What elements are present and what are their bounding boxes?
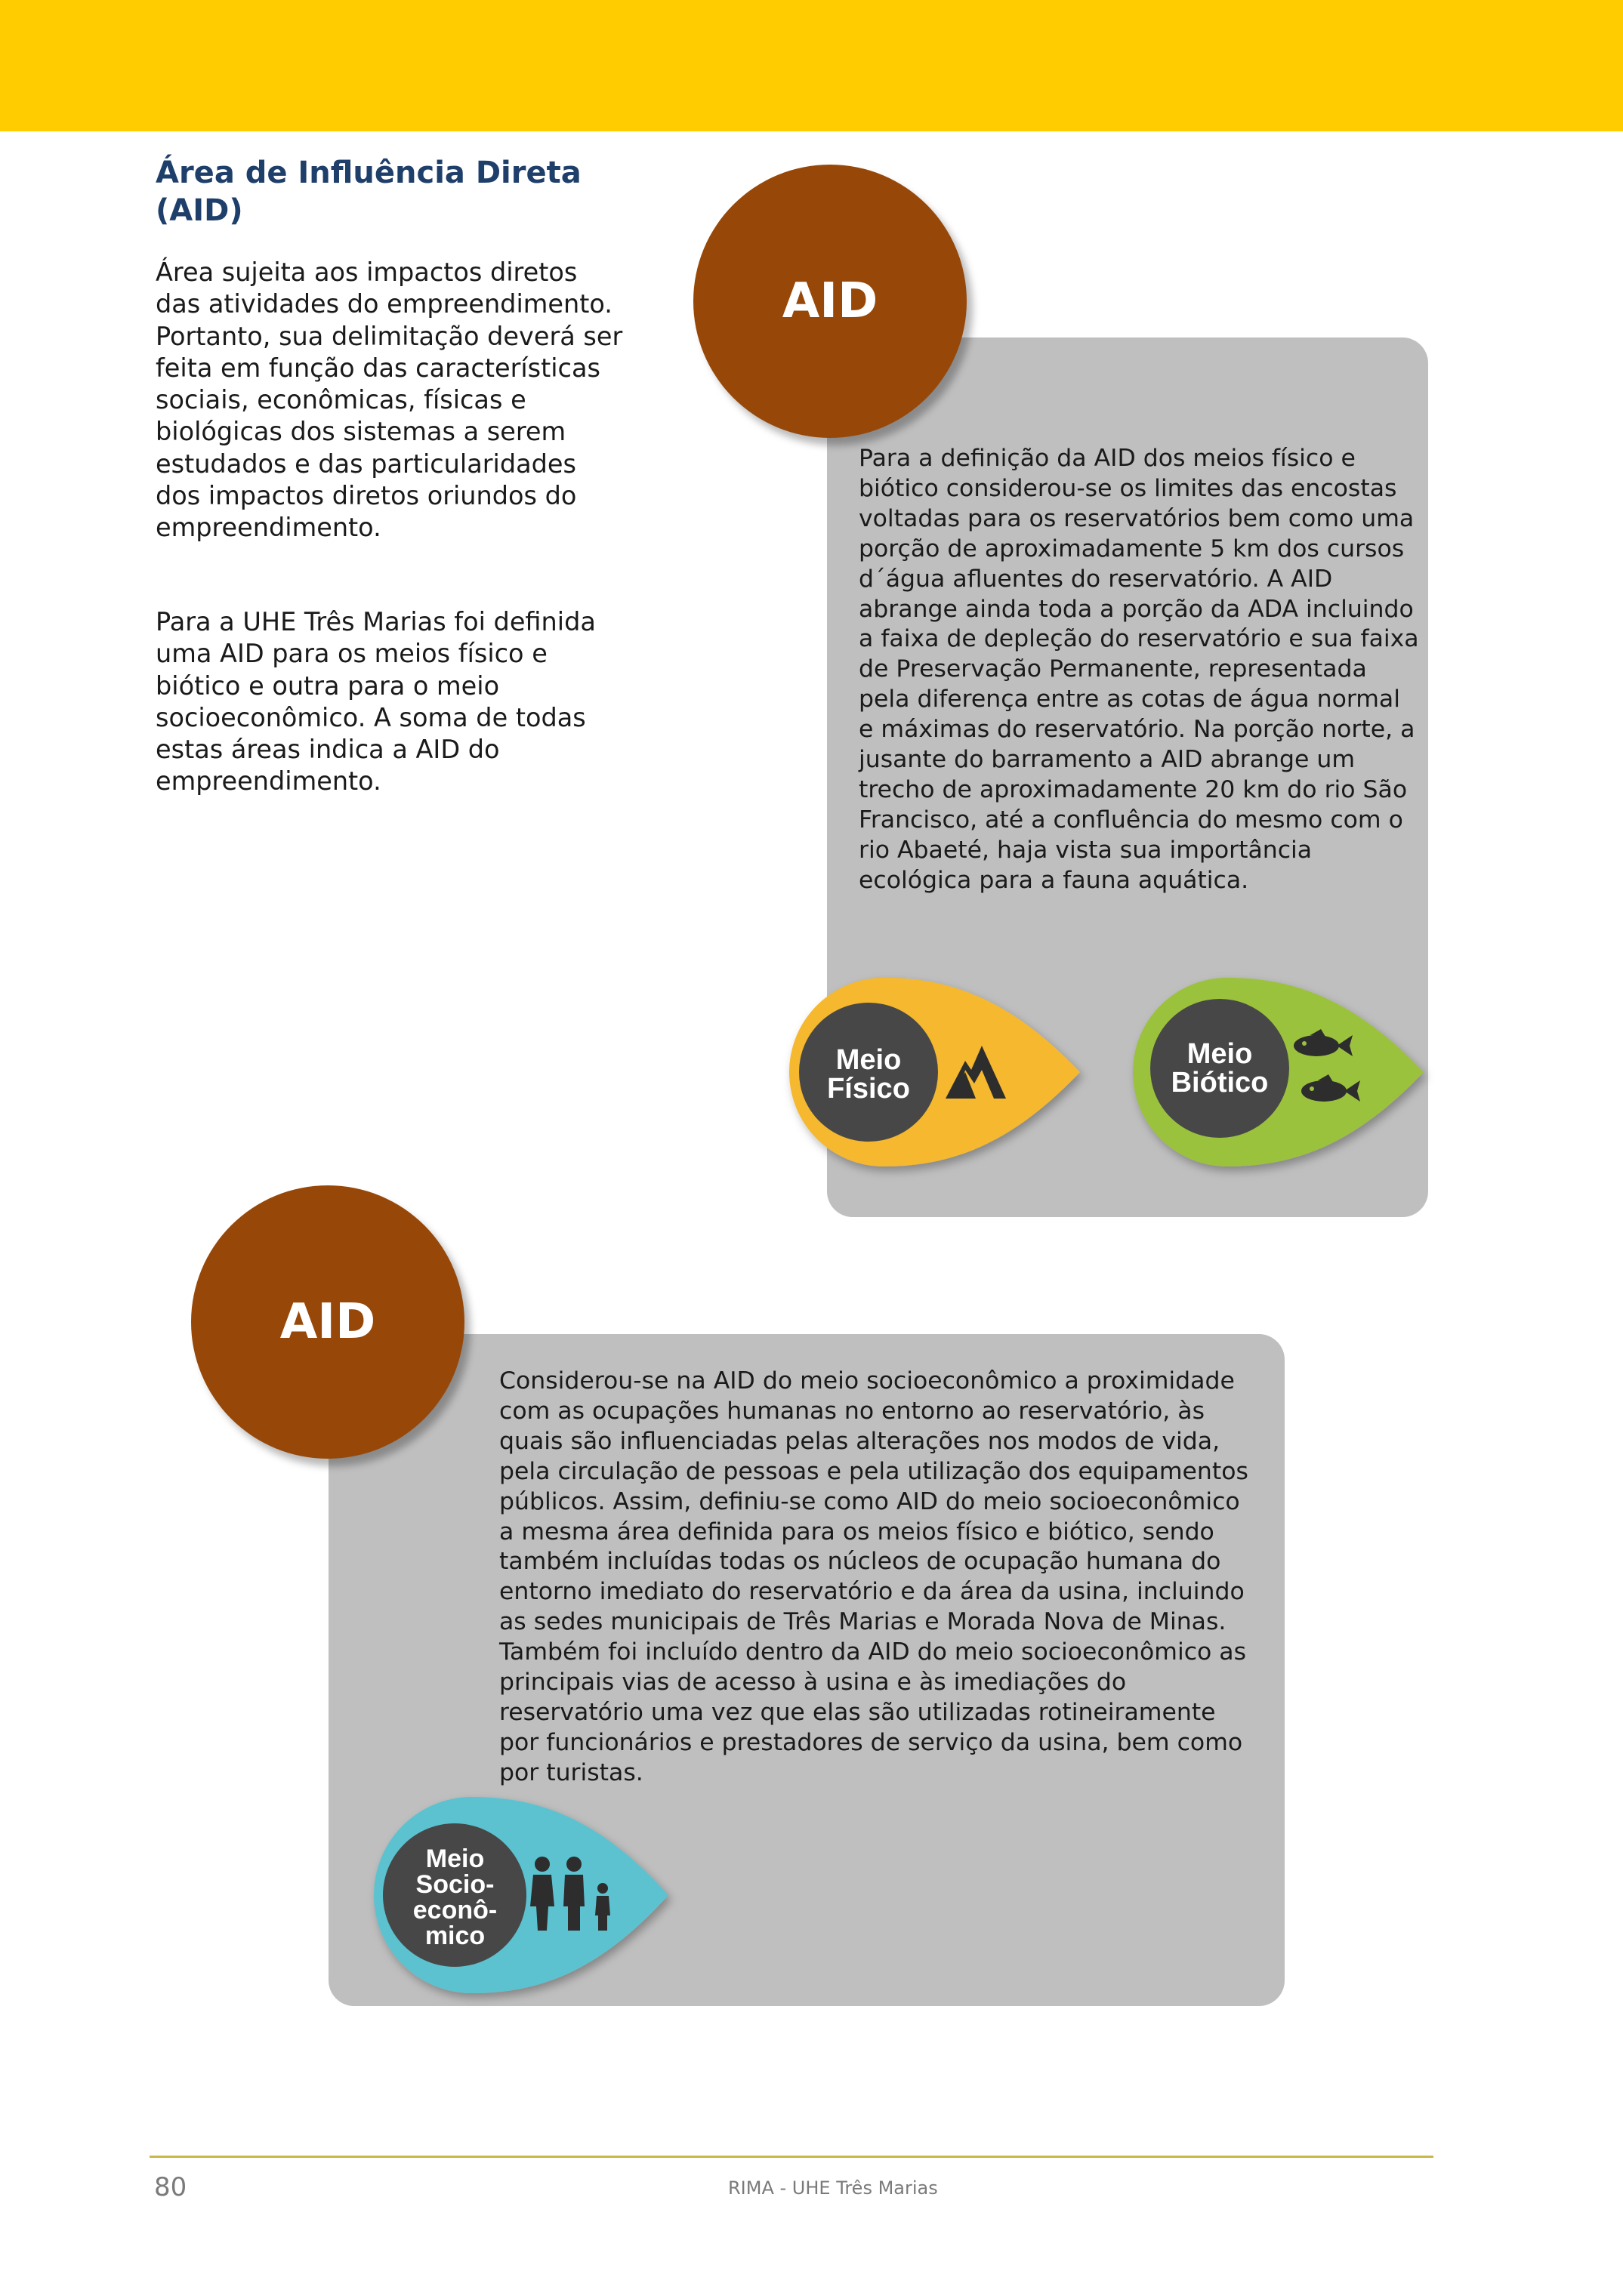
meio-biotico-label-2: Biótico [1171, 1067, 1269, 1099]
meio-socio-label-2: Socio- [415, 1870, 495, 1899]
physical-biotic-text: Para a definição da AID dos meios físico e biótico considerou-se os limites das encostas voltadas para os reservatórios bem como uma porção de aproximadamente 5 km dos cursos d´água afluentes do reservatório. A AID abrange ainda toda a porção da ADA incluindo a faixa de depleção do reservatório e sua faixa de Preservação Permanente, representada pela diferença entre as cotas de água normal e máximas do reservatório. Na porção norte, a jusante do barramento a AID abrange um trecho de aproximadamente 20 km do rio São Francisco, até a confluência do mesmo com o rio Abaeté, haja vista sua importância ecológica para a fauna aquática. [859, 445, 1419, 894]
socioeconomic-text: Considerou-se na AID do meio socioeconômico a proximidade com as ocupações humanas no entorno ao reservatório, às quais são influenciadas pelas alterações nos modos de vida, pela circulação de pessoas e pela utilização dos equipamentos públicos. Assim, definiu-se como AID do meio socioeconômico a mesma área definida para os meios físico e biótico, sendo também incluídas todas os núcleos de ocupação humana do entorno imediato do reservatório e da área da usina, incluindo as sedes municipais de Três Marias e Morada Nova de Minas. Também foi incluído dentro da AID do meio socioeconômico as principais vias de acesso à usina e às imediações do reservatório uma vez que elas são utilizadas rotineiramente por funcionários e prestadores de serviço da usina, bem como por turistas. [499, 1367, 1248, 1786]
running-title: RIMA - UHE Três Marias [728, 2177, 938, 2199]
meio-biotico-label-1: Meio [1186, 1038, 1253, 1070]
meio-biotico-badge [1106, 970, 1439, 1182]
intro-paragraph-2: Para a UHE Três Marias foi definida uma AID para os meios físico e biótico e outra para o meio socioeconômico. A soma de todas estas áreas indica a AID do empreendimento. [156, 607, 596, 797]
aid-badge-socioeconomic: AID [191, 1185, 464, 1459]
meio-fisico-badge [763, 970, 1095, 1182]
footer-divider [150, 2156, 1433, 2158]
page-number: 80 [154, 2172, 187, 2202]
meio-socio-label-1: Meio [425, 1845, 485, 1873]
aid-badge-physical-biotic: AID [693, 165, 967, 438]
meio-fisico-label-1: Meio [835, 1044, 902, 1076]
section-title: Área de Influência Direta (AID) [156, 156, 582, 228]
meio-socio-label-4: mico [424, 1922, 486, 1950]
meio-fisico-label-2: Físico [827, 1073, 910, 1105]
header-bar [0, 0, 1623, 131]
intro-paragraph-1: Área sujeita aos impactos diretos das atividades do empreendimento. Portanto, sua delimitação deverá ser feita em função das características sociais, econômicas, físicas e biológicas dos sistemas a serem estudados e das particularidades dos impactos diretos oriundos do empreendimento. [156, 257, 623, 543]
meio-socioeconomico-badge [347, 1786, 680, 2005]
meio-socio-label-3: econô- [412, 1896, 498, 1925]
